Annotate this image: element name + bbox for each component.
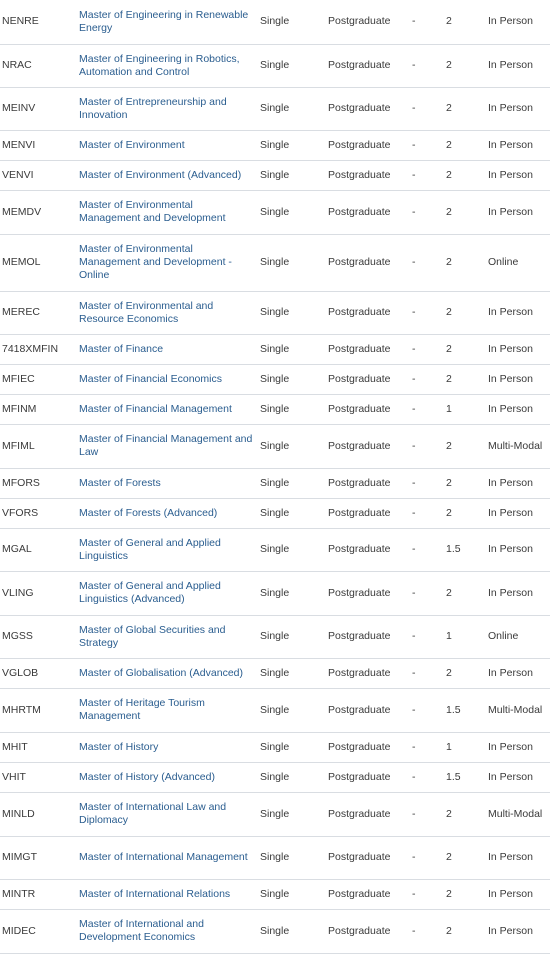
- program-mode: Online: [486, 615, 550, 658]
- program-extra: -: [410, 792, 444, 836]
- program-name-link[interactable]: Master of Heritage Tourism Management: [79, 697, 205, 722]
- program-type: Single: [258, 234, 326, 291]
- program-code: MHRTM: [0, 688, 77, 732]
- program-code: NRAC: [0, 44, 77, 87]
- program-level: Postgraduate: [326, 468, 410, 498]
- program-name-cell: [77, 334, 258, 364]
- program-level: Postgraduate: [326, 762, 410, 792]
- program-type: Single: [258, 424, 326, 468]
- program-duration: 1: [444, 615, 486, 658]
- program-level: Postgraduate: [326, 394, 410, 424]
- program-type: Single: [258, 394, 326, 424]
- program-type: Single: [258, 291, 326, 334]
- table-row: [0, 658, 550, 688]
- program-duration: 2: [444, 234, 486, 291]
- program-code: MEMDV: [0, 190, 77, 234]
- program-mode: Online: [486, 234, 550, 291]
- program-extra: -: [410, 234, 444, 291]
- program-level: Postgraduate: [326, 364, 410, 394]
- program-level: Postgraduate: [326, 688, 410, 732]
- program-name-cell: [77, 394, 258, 424]
- program-name-link[interactable]: Master of Environment (Advanced): [79, 168, 242, 181]
- program-duration: 2: [444, 792, 486, 836]
- program-code: MFIML: [0, 424, 77, 468]
- program-extra: -: [410, 498, 444, 528]
- program-name-link[interactable]: Master of Financial Management: [79, 402, 232, 415]
- program-name-cell: [77, 836, 258, 879]
- program-level: Postgraduate: [326, 658, 410, 688]
- table-row: [0, 792, 550, 836]
- program-code: MHIT: [0, 732, 77, 762]
- table-row: [0, 130, 550, 160]
- program-extra: -: [410, 571, 444, 615]
- program-code: VGLOB: [0, 658, 77, 688]
- program-duration: 2: [444, 364, 486, 394]
- program-extra: -: [410, 334, 444, 364]
- program-name-link[interactable]: Master of Financial Economics: [79, 372, 222, 385]
- program-level: Postgraduate: [326, 792, 410, 836]
- program-level: Postgraduate: [326, 130, 410, 160]
- program-name-link[interactable]: Master of General and Applied Linguistics: [79, 536, 221, 562]
- program-name-link[interactable]: Master of Environmental Management and Development - Online: [79, 243, 232, 281]
- program-extra: -: [410, 87, 444, 130]
- program-duration: 1.5: [444, 688, 486, 732]
- program-duration: 2: [444, 571, 486, 615]
- program-name-link[interactable]: Master of Environmental and Resource Economics: [79, 299, 214, 325]
- program-mode: In Person: [486, 909, 550, 953]
- program-type: Single: [258, 688, 326, 732]
- program-name-link[interactable]: Master of International Law and Diplomacy: [79, 801, 227, 826]
- program-name-cell: [77, 528, 258, 571]
- program-extra: -: [410, 44, 444, 87]
- program-code: MENVI: [0, 130, 77, 160]
- program-extra: -: [410, 732, 444, 762]
- program-code: MINLD: [0, 792, 77, 836]
- program-level: Postgraduate: [326, 498, 410, 528]
- program-level: Postgraduate: [326, 836, 410, 879]
- program-mode: In Person: [486, 334, 550, 364]
- program-mode: In Person: [486, 364, 550, 394]
- program-code: MIDEC: [0, 909, 77, 953]
- table-row: [0, 160, 550, 190]
- program-name-cell: [77, 688, 258, 732]
- program-level: Postgraduate: [326, 334, 410, 364]
- program-type: Single: [258, 468, 326, 498]
- program-name-link[interactable]: Master of Environment: [79, 138, 185, 151]
- program-type: Single: [258, 44, 326, 87]
- table-row: [0, 528, 550, 571]
- table-row: [0, 732, 550, 762]
- program-code: 7418XMFIN: [0, 334, 77, 364]
- program-name-cell: [77, 424, 258, 468]
- program-extra: -: [410, 688, 444, 732]
- program-mode: In Person: [486, 394, 550, 424]
- program-mode: Multi-Modal: [486, 424, 550, 468]
- program-name-link[interactable]: Master of International and Development Economics: [79, 918, 204, 943]
- table-row: [0, 615, 550, 658]
- program-mode: In Person: [486, 468, 550, 498]
- program-name-cell: [77, 732, 258, 762]
- program-level: Postgraduate: [326, 909, 410, 953]
- program-name-link[interactable]: Master of Financial Management and Law: [79, 433, 253, 458]
- program-duration: 2: [444, 87, 486, 130]
- program-level: Postgraduate: [326, 571, 410, 615]
- table-row: [0, 0, 550, 44]
- program-mode: In Person: [486, 571, 550, 615]
- program-extra: -: [410, 130, 444, 160]
- program-name-cell: [77, 658, 258, 688]
- program-type: Single: [258, 792, 326, 836]
- table-row: [0, 87, 550, 130]
- program-type: Single: [258, 190, 326, 234]
- program-duration: 2: [444, 468, 486, 498]
- program-code: MFINM: [0, 394, 77, 424]
- program-code: VFORS: [0, 498, 77, 528]
- program-level: Postgraduate: [326, 234, 410, 291]
- program-mode: In Person: [486, 130, 550, 160]
- program-mode: In Person: [486, 528, 550, 571]
- program-duration: 2: [444, 658, 486, 688]
- program-name-cell: [77, 571, 258, 615]
- program-mode: Multi-Modal: [486, 688, 550, 732]
- program-duration: 2: [444, 190, 486, 234]
- program-level: Postgraduate: [326, 0, 410, 44]
- program-name-cell: [77, 190, 258, 234]
- program-name-cell: [77, 0, 258, 44]
- table-row: [0, 424, 550, 468]
- program-code: MFIEC: [0, 364, 77, 394]
- program-extra: -: [410, 658, 444, 688]
- program-code: MGSS: [0, 615, 77, 658]
- program-extra: -: [410, 424, 444, 468]
- program-mode: In Person: [486, 190, 550, 234]
- table-row: [0, 836, 550, 879]
- table-row: [0, 468, 550, 498]
- program-code: MGAL: [0, 528, 77, 571]
- program-type: Single: [258, 364, 326, 394]
- program-mode: In Person: [486, 732, 550, 762]
- table-row: [0, 334, 550, 364]
- table-row: [0, 394, 550, 424]
- program-code: MIMGT: [0, 836, 77, 879]
- program-type: Single: [258, 909, 326, 953]
- program-name-link[interactable]: Master of International Relations: [79, 887, 231, 900]
- program-duration: 2: [444, 0, 486, 44]
- program-level: Postgraduate: [326, 291, 410, 334]
- program-name-link[interactable]: Master of History (Advanced): [79, 770, 215, 783]
- program-mode: In Person: [486, 498, 550, 528]
- program-duration: 2: [444, 879, 486, 909]
- program-name-link[interactable]: Master of Finance: [79, 342, 164, 355]
- program-type: Single: [258, 0, 326, 44]
- program-name-link[interactable]: Master of Forests: [79, 476, 161, 489]
- program-extra: -: [410, 160, 444, 190]
- program-type: Single: [258, 615, 326, 658]
- program-type: Single: [258, 879, 326, 909]
- program-type: Single: [258, 732, 326, 762]
- program-name-link[interactable]: Master of Globalisation (Advanced): [79, 666, 243, 679]
- program-type: Single: [258, 658, 326, 688]
- program-mode: In Person: [486, 291, 550, 334]
- program-name-cell: [77, 879, 258, 909]
- program-duration: 2: [444, 334, 486, 364]
- program-level: Postgraduate: [326, 190, 410, 234]
- program-duration: 2: [444, 836, 486, 879]
- table-row: [0, 498, 550, 528]
- program-name-cell: [77, 160, 258, 190]
- program-type: Single: [258, 87, 326, 130]
- program-duration: 1.5: [444, 528, 486, 571]
- table-row: [0, 688, 550, 732]
- program-name-link[interactable]: Master of Environmental Management and Development: [79, 199, 226, 224]
- program-level: Postgraduate: [326, 160, 410, 190]
- table-row: [0, 44, 550, 87]
- program-code: MEINV: [0, 87, 77, 130]
- program-type: Single: [258, 528, 326, 571]
- program-type: Single: [258, 130, 326, 160]
- program-duration: 2: [444, 498, 486, 528]
- program-name-cell: [77, 468, 258, 498]
- program-duration: 2: [444, 291, 486, 334]
- program-mode: In Person: [486, 160, 550, 190]
- program-name-cell: [77, 909, 258, 953]
- program-type: Single: [258, 334, 326, 364]
- program-duration: 2: [444, 130, 486, 160]
- program-mode: In Person: [486, 836, 550, 879]
- program-code: VENVI: [0, 160, 77, 190]
- program-code: MEMOL: [0, 234, 77, 291]
- program-name-cell: [77, 615, 258, 658]
- program-code: VHIT: [0, 762, 77, 792]
- program-extra: -: [410, 291, 444, 334]
- table-row: [0, 291, 550, 334]
- program-extra: -: [410, 0, 444, 44]
- program-name-cell: [77, 792, 258, 836]
- table-row: [0, 909, 550, 953]
- program-mode: In Person: [486, 658, 550, 688]
- program-extra: -: [410, 615, 444, 658]
- program-duration: 1: [444, 394, 486, 424]
- program-code: NENRE: [0, 0, 77, 44]
- program-type: Single: [258, 498, 326, 528]
- program-extra: -: [410, 468, 444, 498]
- program-name-link[interactable]: Master of International Management: [79, 851, 248, 863]
- program-name-link[interactable]: Master of Global Securities and Strategy: [79, 623, 226, 649]
- program-code: MFORS: [0, 468, 77, 498]
- program-type: Single: [258, 571, 326, 615]
- program-type: Single: [258, 762, 326, 792]
- program-extra: -: [410, 909, 444, 953]
- program-type: Single: [258, 836, 326, 879]
- program-mode: In Person: [486, 879, 550, 909]
- program-extra: -: [410, 762, 444, 792]
- program-duration: 1: [444, 732, 486, 762]
- program-name-link[interactable]: Master of Forests (Advanced): [79, 506, 218, 519]
- program-extra: -: [410, 879, 444, 909]
- program-code: VLING: [0, 571, 77, 615]
- program-mode: In Person: [486, 762, 550, 792]
- program-extra: -: [410, 528, 444, 571]
- program-name-cell: [77, 291, 258, 334]
- program-name-cell: [77, 87, 258, 130]
- program-name-link[interactable]: Master of History: [79, 740, 159, 753]
- program-duration: 1.5: [444, 762, 486, 792]
- program-duration: 2: [444, 424, 486, 468]
- program-level: Postgraduate: [326, 87, 410, 130]
- program-name-cell: [77, 44, 258, 87]
- program-name-link[interactable]: Master of Engineering in Renewable Energy: [79, 8, 249, 34]
- program-level: Postgraduate: [326, 732, 410, 762]
- program-mode: In Person: [486, 44, 550, 87]
- program-name-link[interactable]: Master of Engineering in Robotics, Automation and Control: [79, 52, 240, 78]
- table-row: [0, 879, 550, 909]
- program-level: Postgraduate: [326, 424, 410, 468]
- program-type: Single: [258, 160, 326, 190]
- program-duration: 2: [444, 44, 486, 87]
- program-name-cell: [77, 762, 258, 792]
- program-extra: -: [410, 394, 444, 424]
- program-duration: 2: [444, 909, 486, 953]
- program-name-cell: [77, 234, 258, 291]
- program-extra: -: [410, 190, 444, 234]
- program-name-link[interactable]: Master of Entrepreneurship and Innovation: [79, 95, 227, 121]
- program-duration: 2: [444, 160, 486, 190]
- program-name-cell: [77, 364, 258, 394]
- table-row: [0, 234, 550, 291]
- program-extra: -: [410, 836, 444, 879]
- program-mode: Multi-Modal: [486, 792, 550, 836]
- program-extra: -: [410, 364, 444, 394]
- program-level: Postgraduate: [326, 615, 410, 658]
- table-row: [0, 190, 550, 234]
- program-level: Postgraduate: [326, 44, 410, 87]
- table-row: [0, 571, 550, 615]
- program-name-cell: [77, 130, 258, 160]
- program-code: MINTR: [0, 879, 77, 909]
- table-row: [0, 762, 550, 792]
- program-level: Postgraduate: [326, 879, 410, 909]
- program-name-link[interactable]: Master of General and Applied Linguistics (Advanced): [79, 580, 221, 605]
- program-mode: In Person: [486, 0, 550, 44]
- program-mode: In Person: [486, 87, 550, 130]
- program-level: Postgraduate: [326, 528, 410, 571]
- table-row: [0, 364, 550, 394]
- program-code: MEREC: [0, 291, 77, 334]
- program-name-cell: [77, 498, 258, 528]
